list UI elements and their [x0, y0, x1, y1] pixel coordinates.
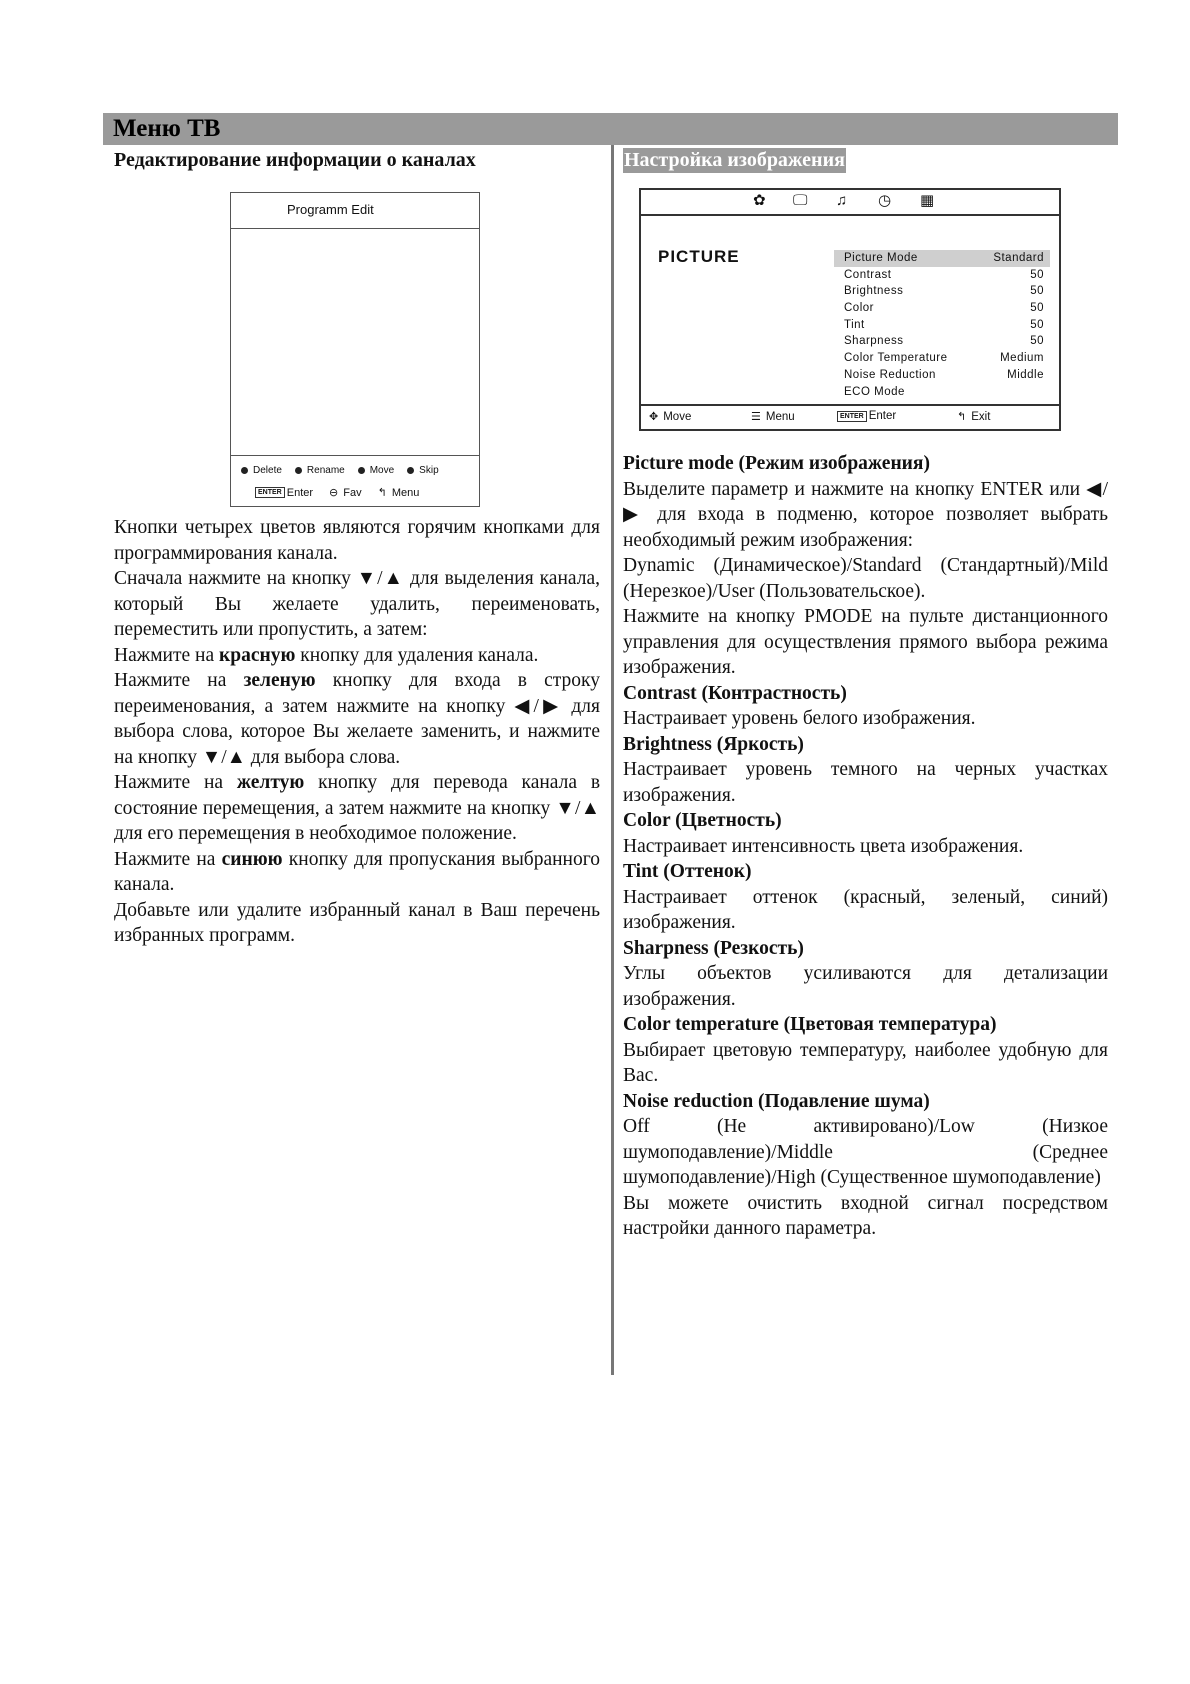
- updown-arrows-icon: ▼/▲: [201, 746, 246, 768]
- paragraph: Dynamic (Динамическое)/Standard (Стандартный)/Mild (Нерезкое)/User (Пользовательское).: [623, 555, 1108, 602]
- menu-item-tint[interactable]: Tint 50: [844, 318, 1044, 331]
- move-icon: ✥: [649, 411, 659, 423]
- section-title: Noise reduction (Подавление шума): [623, 1090, 930, 1112]
- menu-item-sharpness[interactable]: Sharpness 50: [844, 335, 1044, 348]
- paragraph: Нажмите на синюю кнопку для пропускания выбранного канала.: [114, 848, 601, 895]
- programm-edit-title: Programm Edit: [287, 202, 374, 217]
- picture-footer: [641, 404, 1059, 429]
- leftright-arrows-icon: ◀/▶: [514, 695, 563, 717]
- paragraph: Сначала нажмите на кнопку ▼/▲ для выделения канала, который Вы желаете удалить, переименовать, переместить или пропустить, а затем:: [114, 568, 600, 640]
- dot-icon: [295, 467, 302, 474]
- section-title: Color temperature (Цветовая температура): [623, 1014, 997, 1035]
- paragraph: Настраивает оттенок (красный, зеленый, синий) изображения.: [623, 886, 1108, 933]
- left-column: [114, 148, 600, 173]
- action-delete: Delete: [241, 465, 282, 476]
- left-heading: Редактирование информации о каналах: [114, 149, 476, 171]
- picture-screen: [639, 188, 1061, 431]
- dot-icon: [407, 467, 414, 474]
- section-title: Color (Цветность): [623, 810, 782, 831]
- programm-edit-footer: [231, 455, 479, 506]
- paragraph: Настраивает уровень белого изображения.: [623, 708, 976, 729]
- action-move: Move: [358, 465, 394, 476]
- key-enter: ENTER Enter: [255, 487, 313, 499]
- section-title: Picture mode (Режим изображения): [623, 453, 930, 474]
- paragraph: Выбирает цветовую температуру, наиболее удобную для Вас.: [623, 1039, 1108, 1086]
- paragraph: Нажмите на красную кнопку для удаления канала.: [114, 644, 539, 666]
- menu-item-color-temperature[interactable]: Color Temperature Medium: [844, 352, 1044, 365]
- paragraph: Углы объектов усиливаются для детализации изображения.: [623, 963, 1108, 1010]
- section-title: Brightness (Яркость): [623, 733, 804, 755]
- monitor-icon: 🖵: [793, 192, 808, 209]
- leftright-arrows-icon: ◀/▶: [623, 478, 1109, 525]
- programm-edit-screen: [230, 192, 480, 507]
- paragraph: Off (Не активировано)/Low (Низкое шумоподавление)/Middle (Среднее шумоподавление)/High (Существенное шумоподавление): [623, 1116, 1108, 1188]
- gear-icon: ✿: [753, 192, 766, 209]
- paragraph: Настраивает интенсивность цвета изображения.: [623, 835, 1024, 857]
- right-body: [623, 451, 1108, 1242]
- return-icon: ↰: [377, 487, 387, 499]
- dot-icon: [241, 467, 248, 474]
- paragraph: Вы можете очистить входной сигнал посредством настройки данного параметра.: [623, 1192, 1108, 1239]
- music-icon: ♫: [836, 192, 848, 209]
- menu-item-eco-mode[interactable]: ECO Mode: [844, 385, 905, 398]
- menu-item-color[interactable]: Color 50: [844, 302, 1044, 315]
- enter-icon: ENTER: [837, 411, 867, 422]
- picture-tab-bar: [641, 190, 1059, 216]
- menu-icon: ☰: [751, 411, 761, 423]
- fav-icon: ⊖: [329, 487, 339, 499]
- paragraph: Настраивает уровень темного на черных участках изображения.: [623, 759, 1108, 806]
- footer-move: ✥ Move: [649, 410, 692, 423]
- picture-title: PICTURE: [658, 247, 740, 266]
- footer-menu: ☰ Menu: [751, 410, 795, 423]
- key-menu: ↰ Menu: [377, 486, 420, 499]
- key-fav: ⊖ Fav: [329, 486, 362, 499]
- page-title: Меню ТВ: [113, 115, 221, 142]
- dot-icon: [358, 467, 365, 474]
- paragraph: Нажмите на кнопку PMODE на пульте дистанционного управления для осуществления прямого выбора режима изображения.: [623, 606, 1108, 678]
- section-title: Tint (Оттенок): [623, 861, 752, 882]
- paragraph: Нажмите на желтую кнопку для перевода канала в состояние перемещения, а затем нажмите на кнопку ▼/▲ для его перемещения в необходимое положение.: [114, 772, 601, 844]
- footer-exit: ↰ Exit: [957, 410, 991, 423]
- return-icon: ↰: [957, 411, 967, 423]
- paragraph: Выделите параметр и нажмите на кнопку ENTER или ◀/▶ для входа в подменю, которое позволяет выбрать необходимый режим изображения:: [623, 478, 1109, 551]
- left-body: [114, 515, 600, 949]
- menu-item-brightness[interactable]: Brightness 50: [844, 285, 1044, 298]
- action-rename: Rename: [295, 465, 345, 476]
- right-column: [623, 148, 1108, 174]
- section-title: Contrast (Контрастность): [623, 682, 847, 704]
- paragraph: Кнопки четырех цветов являются горячим кнопками для программирования канала.: [114, 517, 600, 564]
- action-skip: Skip: [407, 465, 438, 476]
- updown-arrows-icon: ▼/▲: [555, 797, 601, 819]
- updown-arrows-icon: ▼/▲: [356, 568, 405, 589]
- right-heading: Настройка изображения: [624, 149, 845, 171]
- programm-edit-title-bar: [231, 193, 479, 229]
- column-divider: [611, 145, 614, 1375]
- menu-item-noise-reduction[interactable]: Noise Reduction Middle: [844, 368, 1044, 381]
- paragraph: Нажмите на зеленую кнопку для входа в строку переименования, а затем нажмите на кнопку ◀/▶ для выбора слова, которое Вы желаете заменить, и нажмите на кнопку ▼/▲ для выбора слова.: [114, 670, 601, 768]
- grid-icon: ▦: [920, 192, 935, 209]
- clock-icon: ◷: [878, 192, 892, 209]
- footer-enter: ENTER Enter: [837, 410, 896, 422]
- picture-menu-list: [834, 250, 1050, 400]
- menu-item-picture-mode[interactable]: Picture Mode Standard: [834, 250, 1050, 267]
- section-title: Sharpness (Резкость): [623, 937, 804, 959]
- enter-icon: ENTER: [255, 487, 285, 498]
- page-banner: [103, 113, 1118, 145]
- paragraph: Добавьте или удалите избранный канал в Ваш перечень избранных программ.: [114, 899, 600, 946]
- menu-item-contrast[interactable]: Contrast 50: [844, 268, 1044, 281]
